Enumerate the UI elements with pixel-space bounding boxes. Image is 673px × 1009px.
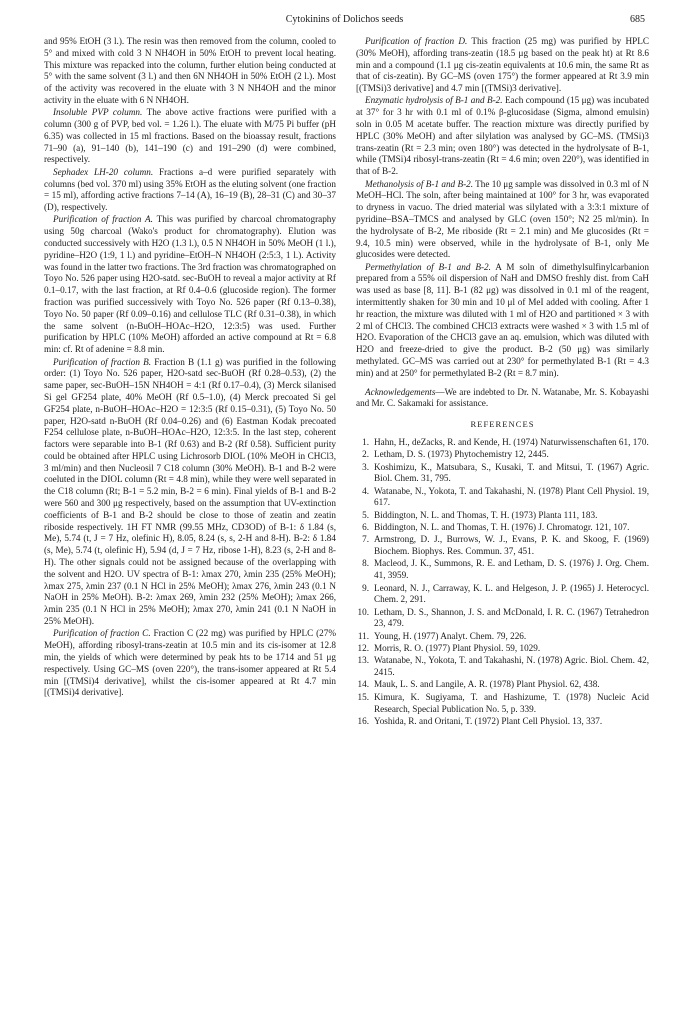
reference-item [356,510,649,522]
reference-number: 3. [362,461,369,472]
paragraph-text: The 10 μg sample was dissolved in 0.3 ml of N MeOH–HCl. The soln, after being maintained at 100° for 3 hr, was evaporated to dryness in vacuo. The dried material was silylated with a 3:3:1 mixture of pyridine–BSA–TMCS and analysed by GLC (oven 150°; N2 25 ml/min). In the hydrolysate of B-2, Me riboside (Rt = 2.1 min) and Me glucosides (Rt = 9.4, 10.5 min) were observed, while in the hydrolysate of B-1, only Me glucosides were detected. [356,178,650,260]
reference-number: 15. [357,691,369,702]
paragraph-lead: Purification of fraction A. [53,214,153,225]
reference-number: 2. [362,449,369,460]
page-number: 685 [630,14,645,25]
reference-number: 8. [362,558,369,569]
reference-item [356,716,649,728]
paragraph-text: Fractions a–d were purified separately with columns (bed vol. 370 ml) using 35% EtOH as the eluting solvent (one fraction = 15 ml), affording active fractions 7–14 (A), 16–19 (B), 28–31 (C) and 30–37 (D), respectively. [44,166,336,213]
reference-item [356,607,649,631]
reference-text: Armstrong, D. J., Burrows, W. J., Evans, P. K. and Skoog, F. (1969) Biochem. Biophys. Res. Commun. 37, 451. [374,534,649,557]
reference-number: 6. [362,522,369,533]
reference-text: Kimura, K. Sugiyama, T. and Hashizume, T. (1978) Nucleic Acid Research, Special Publication No. 5, p. 339. [374,691,649,714]
paragraph [356,95,649,178]
reference-item [356,692,649,716]
reference-text: Mauk, L. S. and Langile, A. R. (1978) Plant Physiol. 62, 438. [374,679,600,690]
references-heading: REFERENCES [470,419,535,430]
acknowledgements-lead: Acknowledgements [365,386,436,397]
paragraph-text: The above active fractions were purified with a column (300 g of PVP, bed vol. = 1.26 l.). The eluate with M/75 Pi buffer (pH 6.35) was collected in 15 ml fractions. Based on the bioassay result, fractions 71–90 (a), 91–140 (b), 141–190 (c) and 191–290 (d) were combined, respectively. [44,107,336,165]
reference-number: 12. [357,643,369,654]
reference-number: 14. [357,679,369,690]
paragraph-text: Each compound (15 μg) was incubated at 37° for 3 hr with 0.1 ml of 0.1% β-glucosidase (Sigma, almond emulsin) soln in 0.05 M acetate buffer. The reaction mixture was directly purified by HPLC (30% MeOH) and after silylation was analysed by GC–MS. (TMSi)3 trans-zeatin (Rt = 2.3 min; oven 180°) was detected in the hydrolysate of B-1, while (TMSi)4 ribosyl-trans-zeatin (Rt = 4.6 min; oven 220°), was identified in that of B-2. [356,95,649,177]
paragraph-lead: Permethylation of B-1 and B-2. [365,261,491,272]
reference-item [356,486,649,510]
paragraph-text: Fraction B (1.1 g) was purified in the following order: (1) Toyo No. 526 paper, H2O-satd sec-BuOH (Rf 0.28–0.53), (2) the same paper, sec-BuOH–15N NH4OH = 4:1 (Rf 0.17–0.4), (3) Merck silanised Si gel GF254 plate, 40% MeOH (Rf 0.5–1.0), (4) Merck precoated Si gel GF254 plate, n-BuOH–HOAc–H2O = 12:3:5 (Rf 0.15–0.31), (5) Toyo No. 50 paper, H2O-satd n-BuOH (Rf 0.04–0.26) and (6) Eastman Kodak precoated F254 cellulose plate, n-BuOH–HOAc–H2O, 12:3:5. In the last step, coherent factors were separable into B-1 (Rf 0.63) and B-2 (Rf 0.58). Sufficient purity could be obtained after HPLC using Lichrosorb DIOL (10% MeOH in CHCl3, 3 ml/min) and then Nucleosil 7 C18 column (30% MeOH). B-1 and B-2 were coeluted in the DIOL column (Rt = 4.8 min), while they were well separated in the C18 column (Rt; B-1 = 5.2 min, B-2 = 6 min). Final yields of B-1 and B-2 were 560 and 300 μg respectively, based on the assumption that UV-extinction coefficients of B-1 and B-2 should be close to those of zeatin and zeatin riboside respectively. 1H FT NMR (99.55 MHz, CD3OD) of B-1: δ 1.84 (s, Me), 5.74 (t, J = 7 Hz, olefinic H), 8.05, 8.24 (s, s, 2-H and 8-H). B-2: δ 1.84 (s, Me), 5.74 (t, olefinic H), 5.94 (d, J = 7 Hz, ribose 1-H), 8.23 (s, 2-H and 8-H). The other signals could not be assigned because of the overlapping with the solvent and H2O. UV spectra of B-1: λmax 270, λmin 235 (25% MeOH); λmax 275, λmin 237 (0.1 N HCl in 25% MeOH); λmax 276, λmin 243 (0.1 N NaOH in 25% MeOH). B-2: λmax 269, λmin 232 (25% MeOH); λmax 266, λmin 235 (0.1 N HCl in 25% MeOH); λmax 270, λmin 241 (0.1 N NaOH in 25% MeOH). [44,356,336,627]
running-title: Cytokinins of Dolichos seeds [285,14,404,25]
acknowledgements [356,387,649,411]
reference-item [356,534,649,558]
reference-text: Hahn, H., deZacks, R. and Kende, H. (1974) Naturwissenschaften 61, 170. [374,437,649,447]
paragraph [44,628,336,699]
paragraph [44,107,336,166]
paragraph [44,357,336,628]
right-column [356,36,649,728]
paragraph [44,214,336,356]
reference-text: Yoshida, R. and Oritani, T. (1972) Plant Cell Physiol. 13, 337. [374,715,603,726]
reference-number: 16. [357,715,369,726]
right-paragraphs [356,36,649,380]
reference-item [356,449,649,461]
reference-text: Letham, D. S. (1973) Phytochemistry 12, 2445. [374,449,549,460]
reference-item [356,522,649,534]
paragraph [44,36,336,107]
paragraph-lead: Sephadex LH-20 column. [53,166,154,177]
reference-text: Watanabe, N., Yokota, T. and Takahashi, N. (1978) Agric. Biol. Chem. 42, 2415. [374,655,649,678]
paragraph-lead: Insoluble PVP column. [53,107,143,118]
paragraph-lead: Purification of fraction D. [365,36,468,46]
reference-item [356,462,649,486]
paragraph-text: This fraction (25 mg) was purified by HPLC (30% MeOH), affording trans-zeatin (18.5 μg based on the peak ht) at Rt 8.6 min and a compound (1.1 μg cis-zeatin equivalents at 10.6 min, the same Rt as that of cis-zeatin). By GC–MS (oven 175°) the former appeared at Rt 3.9 min [(TMSi)3 derivative] and 4.7 min [(TMSi)3 derivative]. [356,36,649,94]
running-head [44,13,645,27]
reference-list [356,437,649,728]
left-column [44,36,336,700]
reference-item [356,583,649,607]
reference-text: Biddington, N. L. and Thomas, T. H. (1976) J. Chromatogr. 121, 107. [374,522,630,533]
reference-number: 5. [362,509,369,520]
reference-text: Young, H. (1977) Analyt. Chem. 79, 226. [374,630,527,641]
reference-text: Biddington, N. L. and Thomas, T. H. (1973) Planta 111, 183. [374,509,598,520]
paragraph-text: and 95% EtOH (3 l.). The resin was then removed from the column, cooled to 5° and mixed with cold 3 N NH4OH in 50% EtOH to prevent local heating. This mixture was repacked into the column, further elution being conducted at 5° with the same solvent (3 l.) and then 6N NH4OH in 50% EtOH (2 l.). Most of the activity was recovered in the eluate with 3 N NH4OH and the minor activity in the eluate with 6 N NH4OH. [44,36,336,105]
acknowledgements-text: —We are indebted to Dr. N. Watanabe, Mr. S. Kobayashi and Mr. C. Sakamaki for assistance. [356,386,649,409]
reference-number: 13. [357,655,369,666]
paragraph-text: This was purified by charcoal chromatography using 50g charcoal (Wako's product for chromatography). Elution was conducted successively with H2O (1.3 l.), 0.5 N NH4OH in 50% MeOH (1 l.), pyridine–H2O (1:9, 1 l.) and pyridine–EtOH–N NH4OH (2:5:3, 1 l.). Activity was found in the latter two fractions. The 3rd fraction was chromatographed on Toyo No. 526 paper using H2O-satd. sec-BuOH to reveal a major activity at Rf 0.1–0.17, with the last fraction, at Rf 0.4–0.6 (glucoside region). The former fraction was purified successively with Toyo No. 526 paper (Rf 0.13–0.38), Toyo No. 50 paper (Rf 0.09–0.16) and cellulose TLC (Rf 0.31–0.38), in which the same solvent (n-BuOH–HOAc–H2O, 12:3:5) was used. Further purification by HPLC (10% MeOH) afforded an active compound at Rt = 6.8 min: cf. Rt of adenine = 8.8 min. [44,214,336,355]
reference-number: 4. [362,485,369,496]
paragraph-text: Fraction C (22 mg) was purified by HPLC (27% MeOH), affording ribosyl-trans-zeatin at 10.5 min and its cis-isomer at 12.8 min, the yields of which were determined by peak hts to be 1714 and 51 μg respectively. Using GC–MS (oven 220°), the trans-isomer appeared at Rt 5.4 min [(TMSi)4 derivative], whilst the cis-isomer appeared at Rt 4.7 min [(TMSi)4 derivative]. [44,628,336,698]
paragraph-text: A M soln of dimethylsulfinylcarbanion prepared from a 55% oil dispersion of NaH and DMSO freshly dist. from CaH was used as base [8, 11]. B-1 (82 μg) was dissolved in 0.1 ml of the reagent, intermittently shaken for 30 min and 10 μl of MeI added with cooling. After 1 hr reaction, the mixture was diluted with 1 ml of H2O and partitioned × 3 with 2 ml of CHCl3. The combined CHCl3 extracts were washed × 3 with 1.5 ml of H2O. Evaporation of the CHCl3 gave an aq. emulsion, which was diluted with H2O and freeze-dried to give the product. B-2 (50 μg) was similarly methylated. GC–MS was carried out at 230° for permethylated B-1 (Rt = 4.3 min) and at 250° for permethylated B-2 (Rt = 8.7 min). [356,261,649,378]
reference-number: 1. [362,437,369,447]
reference-item [356,679,649,691]
paragraph [356,179,649,262]
reference-item [356,655,649,679]
paragraph [356,262,649,380]
reference-text: Koshimizu, K., Matsubara, S., Kusaki, T. and Mitsui, T. (1967) Agric. Biol. Chem. 31, 795. [374,461,649,484]
reference-item [356,558,649,582]
reference-number: 11. [357,630,369,641]
reference-number: 9. [362,582,369,593]
paragraph-lead: Purification of fraction C. [53,628,151,639]
reference-item [356,437,649,449]
paragraph [44,167,336,214]
paragraph-lead: Purification of fraction B. [53,356,152,367]
reference-text: Leonard, N. J., Carraway, K. L. and Helgeson, J. P. (1965) J. Heterocycl. Chem. 2, 291. [374,582,649,605]
reference-item [356,643,649,655]
reference-text: Macleod, J. K., Summons, R. E. and Letham, D. S. (1976) J. Org. Chem. 41, 3959. [374,558,649,581]
reference-text: Watanabe, N., Yokota, T. and Takahashi, N. (1978) Plant Cell Physiol. 19, 617. [374,485,649,508]
paragraph-lead: Enzymatic hydrolysis of B-1 and B-2. [365,95,503,106]
reference-number: 10. [357,606,369,617]
reference-text: Morris, R. O. (1977) Plant Physiol. 59, 1029. [374,643,541,654]
paragraph-lead: Methanolysis of B-1 and B-2. [365,178,474,189]
reference-item [356,631,649,643]
reference-number: 7. [362,534,369,545]
reference-text: Letham, D. S., Shannon, J. S. and McDonald, I. R. C. (1967) Tetrahedron 23, 479. [374,606,649,629]
paragraph [356,36,649,95]
